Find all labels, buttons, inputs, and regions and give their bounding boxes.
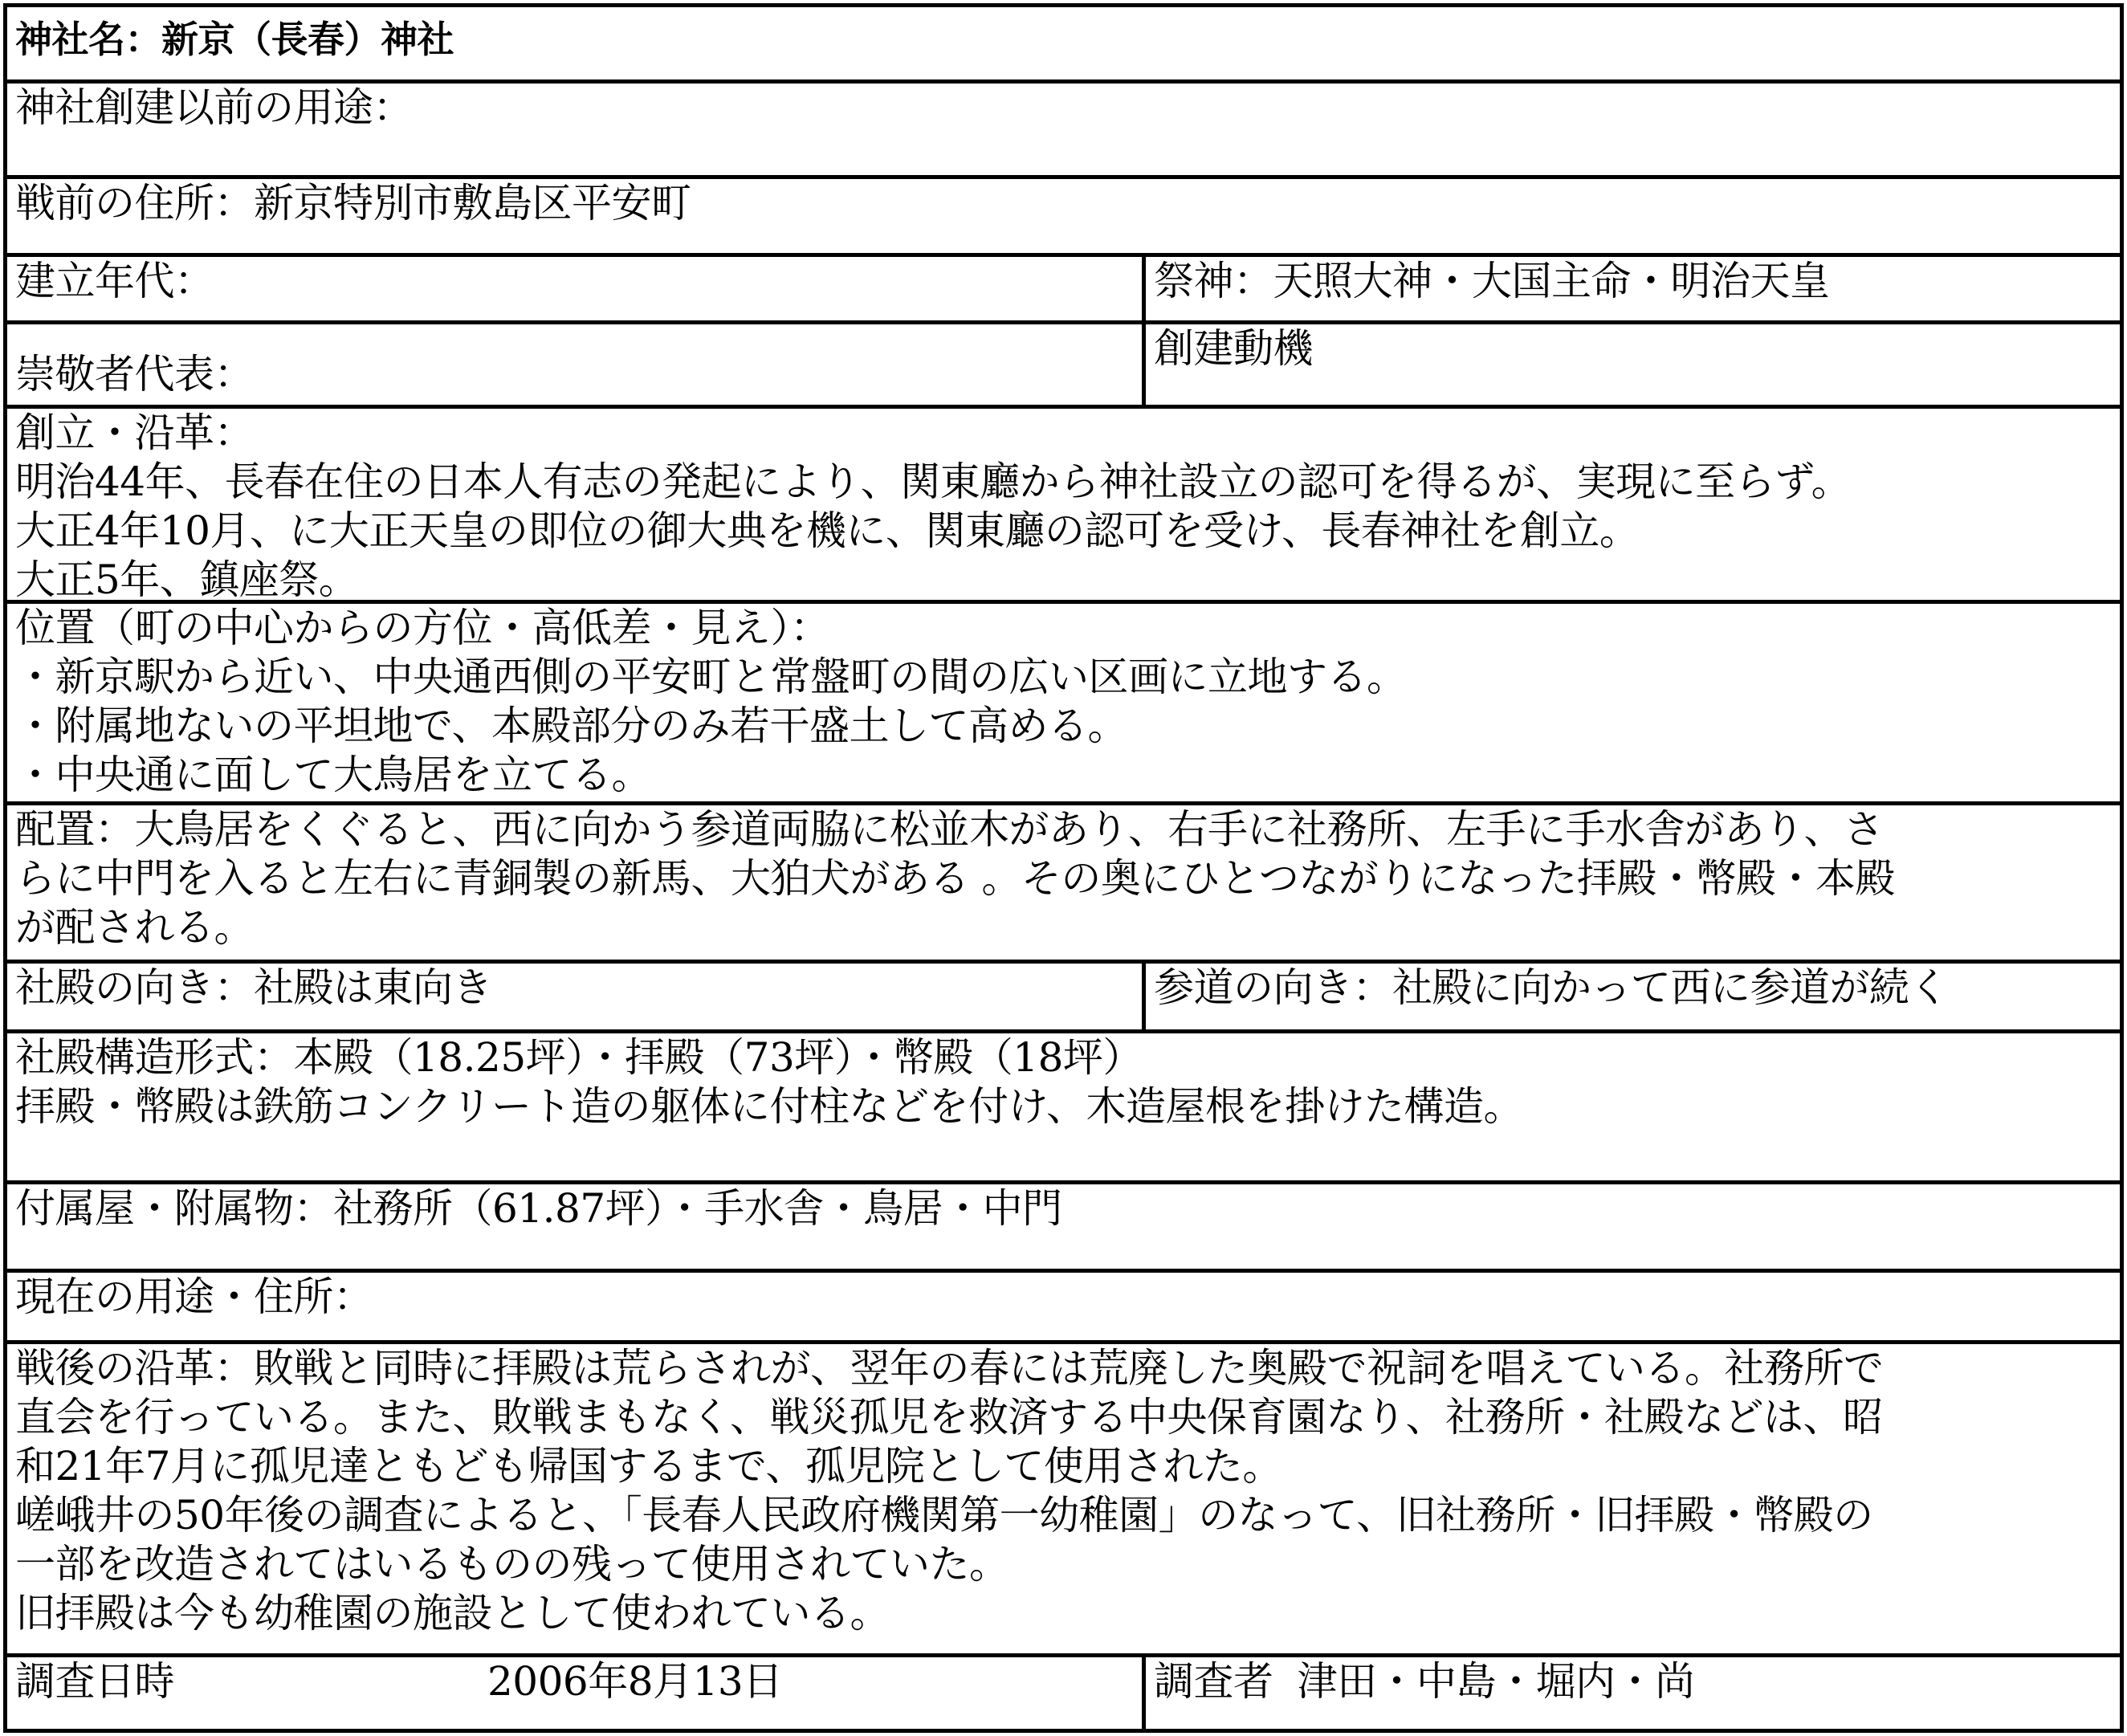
deities-text: 祭神：天照大神・大国主命・明治天皇 [1154, 258, 1830, 304]
location-line: ・新京駅から近い、中央通西側の平安町と常盤町の間の広い区画に立地する。 [15, 654, 1407, 700]
prewar-address-text: 戦前の住所：新京特別市敷島区平安町 [15, 180, 691, 226]
title-row [7, 7, 2120, 79]
location-row [7, 600, 2120, 801]
motive-cell [1146, 324, 2120, 405]
layout-line: らに中門を入ると左右に青銅製の新馬、大狛犬がある 。その奥にひとつながりになった拝殿・幣殿・本殿 [15, 855, 1895, 902]
postwar-cell [7, 1344, 2120, 1653]
layout-line: が配される。 [15, 904, 254, 951]
history-row [7, 405, 2120, 600]
surveyor-label: 調査者 [1154, 1658, 1273, 1705]
prewar-address-cell [7, 179, 2120, 253]
postwar-row [7, 1340, 2120, 1653]
postwar-line: 戦後の沿革：敗戦と同時に拝殿は荒らされが、翌年の春には荒廃した奥殿で祝詞を唱えている。社務所で [15, 1345, 1884, 1392]
postwar-line: 嵯峨井の50年後の調査によると、「長春人民政府機関第一幼稚園」のなって、旧社務所・旧拝殿・幣殿の [15, 1492, 1873, 1538]
title-cell [7, 7, 2120, 79]
approach-cell [1146, 964, 2120, 1029]
annex-text: 付属屋・附属物：社務所（61.87坪）・手水舎・鳥居・中門 [15, 1185, 1062, 1232]
surveyor-names: 津田・中島・堀内・尚 [1297, 1658, 1695, 1705]
era-deities-row [7, 253, 2120, 320]
prewar-address-row [7, 175, 2120, 253]
location-cell [7, 604, 2120, 801]
current-use-row [7, 1269, 2120, 1340]
layout-cell [7, 805, 2120, 960]
founding-era-label: 建立年代： [15, 258, 214, 304]
location-line: 位置（町の中心からの方位・高低差・見え）： [15, 605, 830, 651]
survey-date-value: 2006年8月13日 [487, 1658, 783, 1705]
annex-cell [7, 1184, 2120, 1269]
structure-row [7, 1029, 2120, 1180]
layout-line: 配置：大鳥居をくぐると、西に向かう参道両脇に松並木があり、右手に社務所、左手に手水舎があり、さ [15, 806, 1884, 853]
motive-label: 創建動機 [1154, 325, 1313, 372]
deities-cell [1146, 257, 2120, 320]
survey-row [7, 1653, 2120, 1729]
rep-motive-row [7, 320, 2120, 405]
location-line: ・中央通に面して大鳥居を立てる。 [15, 752, 651, 798]
postwar-line: 旧拝殿は今も幼稚園の施設として使われている。 [15, 1590, 890, 1636]
postwar-line: 直会を行っている。また、敗戦まもなく、戦災孤児を救済する中央保育園なり、社務所・社殿などは、昭 [15, 1394, 1883, 1441]
pre-use-cell [7, 84, 2120, 175]
worshipper-rep-label: 崇敬者代表： [15, 351, 254, 397]
history-line: 大正5年、鎮座祭。 [15, 556, 359, 600]
history-line: 明治44年、長春在住の日本人有志の発起により、関東廳から神社設立の認可を得るが、実現に至らず。 [15, 458, 1852, 505]
orientation-text: 社殿の向き：社殿は東向き [15, 964, 492, 1011]
survey-date-cell [7, 1657, 1146, 1729]
location-line: ・附属地ないの平坦地で、本殿部分のみ若干盛土して高める。 [15, 703, 1127, 749]
orientation-cell [7, 964, 1146, 1029]
annex-row [7, 1180, 2120, 1269]
survey-date [15, 1657, 1142, 1706]
shrine-name-title: 神社名：新京（長春）神社 [15, 18, 454, 61]
layout-row [7, 801, 2120, 960]
pre-use-label: 神社創建以前の用途： [15, 84, 413, 131]
surveyor [1154, 1657, 2120, 1706]
current-use-label: 現在の用途・住所： [15, 1273, 373, 1320]
history-line: 大正4年10月、に大正天皇の即位の御大典を機に、関東廳の認可を受け、長春神社を創立。 [15, 507, 1640, 554]
structure-line: 社殿構造形式：本殿（18.25坪）・拝殿（73坪）・幣殿（18坪） [15, 1034, 1143, 1081]
current-use-cell [7, 1273, 2120, 1340]
postwar-line: 一部を改造されてはいるものの残って使用されていた。 [15, 1541, 1009, 1587]
surveyor-cell [1146, 1657, 2120, 1729]
structure-line: 拝殿・幣殿は鉄筋コンクリート造の躯体に付柱などを付け、木造屋根を掛けた構造。 [15, 1083, 1523, 1130]
orientation-approach-row [7, 960, 2120, 1029]
history-line: 創立・沿革： [15, 410, 254, 456]
pre-use-row [7, 79, 2120, 175]
structure-cell [7, 1033, 2120, 1180]
postwar-line: 和21年7月に孤児達ともども帰国するまで、孤児院として使用された。 [15, 1443, 1282, 1489]
approach-text: 参道の向き：社殿に向かって西に参道が続く [1154, 964, 1949, 1011]
survey-date-label: 調査日時 [15, 1658, 174, 1705]
shrine-record-sheet [3, 3, 2124, 1733]
founding-era-cell [7, 257, 1146, 320]
worshipper-rep-cell [7, 324, 1146, 405]
history-cell [7, 409, 2120, 600]
